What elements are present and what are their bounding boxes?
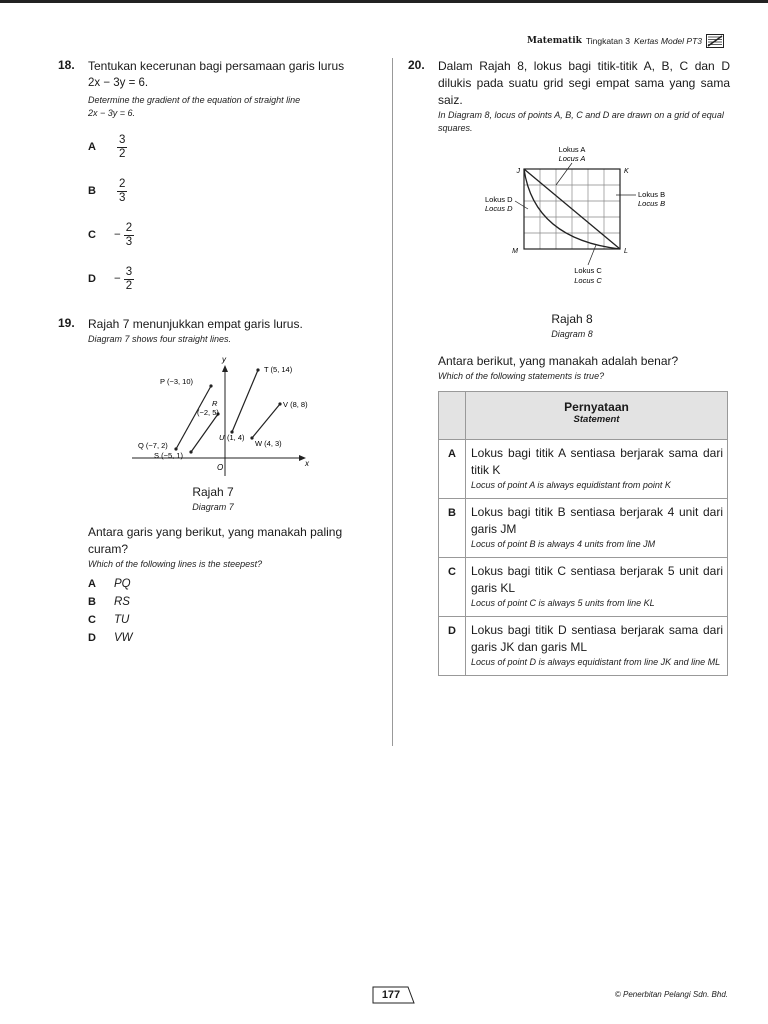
- origin-label: O: [217, 463, 224, 472]
- header-level: Tingkatan 3: [585, 36, 630, 46]
- y-axis-arrow: [222, 365, 228, 372]
- option-value: TU: [114, 614, 130, 626]
- left-column: [58, 58, 380, 647]
- option-c[interactable]: [88, 218, 380, 252]
- page-number: 177: [381, 989, 401, 1001]
- caption-ms: Rajah 7: [192, 485, 234, 499]
- line-tu: [232, 370, 258, 432]
- copyright: © Penerbitan Pelangi Sdn. Bhd.: [614, 990, 728, 999]
- statement-table: [438, 391, 728, 676]
- line-vw: [252, 404, 280, 438]
- diagram-7-lines: [92, 352, 352, 482]
- question-number: 20.: [408, 58, 425, 72]
- header-series: Kertas Model PT3: [633, 36, 702, 46]
- pointer-d: [515, 201, 528, 209]
- diagram-8-caption: [422, 311, 722, 341]
- option-letter: C: [88, 229, 96, 241]
- option-value: RS: [114, 596, 130, 608]
- pointer-c: [588, 245, 596, 265]
- label-r: R: [212, 399, 218, 408]
- label-locus-b: Locus B: [638, 199, 666, 208]
- question-number: 19.: [58, 316, 75, 330]
- table-row-d[interactable]: [439, 617, 728, 676]
- row-letter: B: [439, 499, 466, 558]
- question-prompt-en: Which of the following lines is the steepest?: [88, 559, 263, 569]
- question-equation-en: 2x − 3y = 6.: [88, 108, 136, 118]
- question-prompt-ms: Antara berikut, yang manakah adalah benar?: [438, 354, 679, 368]
- option-b[interactable]: [88, 174, 380, 208]
- option-value: PQ: [114, 578, 131, 590]
- caption-en: Diagram 8: [551, 329, 593, 339]
- vertex-k: K: [624, 168, 629, 175]
- question-text-ms: Dalam Rajah 8, lokus bagi titik-titik A, B, C dan D dilukis pada suatu grid segi empat sama yang sama saiz.: [438, 59, 730, 107]
- header-subject: Matematik: [527, 36, 582, 46]
- column-divider: [392, 58, 393, 746]
- top-border: [0, 0, 768, 3]
- option-c[interactable]: [88, 611, 380, 629]
- question-20: [408, 58, 730, 676]
- label-lokus-a: Lokus A: [558, 145, 586, 154]
- question-text-en: Diagram 7 shows four straight lines.: [88, 334, 232, 344]
- option-value: VW: [114, 632, 133, 644]
- y-axis-label: y: [222, 355, 226, 364]
- x-axis-label: x: [305, 459, 309, 468]
- question-prompt-ms: Antara garis yang berikut, yang manakah paling curam?: [88, 525, 343, 556]
- question-equation: 2x − 3y = 6.: [88, 77, 149, 89]
- point-v: [278, 402, 281, 405]
- label-p: P (−3, 10): [160, 377, 194, 386]
- table-row-a[interactable]: [439, 440, 728, 499]
- point-p: [209, 384, 212, 387]
- option-a[interactable]: [88, 575, 380, 593]
- option-fraction: $\frac{2}{3}$: [119, 177, 126, 204]
- table-header: [439, 392, 728, 440]
- row-text-en: Locus of point C is always 5 units from line KL: [471, 598, 655, 608]
- row-letter: C: [439, 558, 466, 617]
- option-d[interactable]: [88, 629, 380, 647]
- row-text-ms: Lokus bagi titik C sentiasa berjarak 5 unit dari garis KL: [471, 564, 723, 595]
- question-text-en: Determine the gradient of the equation of straight line: [88, 95, 301, 105]
- label-u-coord: (1, 4): [227, 433, 245, 442]
- header-en: Statement: [573, 414, 620, 425]
- vertex-m: M: [512, 248, 518, 255]
- option-letter: D: [88, 273, 96, 285]
- option-fraction: $\frac{3}{2}$: [119, 133, 126, 160]
- label-lokus-d: Lokus D: [485, 195, 513, 204]
- row-text-ms: Lokus bagi titik B sentiasa berjarak 4 unit dari garis JM: [471, 505, 723, 536]
- diagram-8-locus: [438, 145, 698, 295]
- caption-en: Diagram 7: [192, 502, 234, 512]
- caption-ms: Rajah 8: [551, 312, 593, 326]
- option-fraction: $\frac{3}{2}$: [125, 265, 133, 292]
- row-text-en: Locus of point D is always equidistant from line JK and line ML: [471, 657, 721, 667]
- option-letter: A: [88, 578, 96, 590]
- option-b[interactable]: [88, 593, 380, 611]
- line-pq: [176, 386, 211, 449]
- option-letter: C: [88, 614, 96, 626]
- diagram-7-caption: [88, 484, 338, 514]
- question-18: [58, 58, 380, 296]
- label-r-coord: (−2, 5): [197, 408, 219, 417]
- label-q: Q (−7, 2): [138, 441, 168, 450]
- option-d[interactable]: [88, 262, 380, 296]
- label-v: V (8, 8): [283, 400, 308, 409]
- row-text-ms: Lokus bagi titik D sentiasa berjarak sama dari garis JK dan garis ML: [471, 623, 723, 654]
- page-number-tab: [372, 986, 416, 1004]
- label-u: U: [219, 433, 225, 442]
- question-19: [58, 316, 380, 647]
- label-lokus-c: Lokus C: [574, 266, 602, 275]
- table-row-c[interactable]: [439, 558, 728, 617]
- question-text-ms: Tentukan kecerunan bagi persamaan garis lurus: [88, 59, 345, 73]
- label-t: T (5, 14): [264, 365, 293, 374]
- option-letter: D: [88, 632, 96, 644]
- table-row-b[interactable]: [439, 499, 728, 558]
- point-t: [256, 368, 259, 371]
- question-prompt-en: Which of the following statements is true?: [438, 371, 605, 381]
- option-sign: −: [114, 229, 121, 241]
- option-letter: B: [88, 596, 96, 608]
- row-text-ms: Lokus bagi titik A sentiasa berjarak sama dari titik K: [471, 446, 723, 477]
- row-text-en: Locus of point A is always equidistant from point K: [471, 480, 671, 490]
- point-w: [250, 436, 253, 439]
- option-letter: A: [88, 141, 96, 153]
- line-rs: [191, 414, 218, 452]
- right-column: [408, 58, 730, 676]
- row-letter: A: [439, 440, 466, 499]
- label-locus-a: Locus A: [558, 154, 586, 163]
- header-ms: Pernyataan: [564, 400, 629, 414]
- label-w: W (4, 3): [255, 439, 282, 448]
- question-number: 18.: [58, 58, 75, 72]
- row-text-en: Locus of point B is always 4 units from line JM: [471, 539, 656, 549]
- vertex-l: L: [624, 248, 628, 255]
- vertex-j: J: [516, 168, 520, 175]
- question-text-en: In Diagram 8, locus of points A, B, C and D are drawn on a grid of equal squares.: [438, 110, 724, 133]
- running-header: [527, 34, 724, 48]
- book-icon: [706, 34, 724, 48]
- label-locus-d: Locus D: [485, 204, 513, 213]
- label-locus-c: Locus C: [574, 276, 602, 285]
- label-s: S (−5, 1): [154, 451, 183, 460]
- row-letter: D: [439, 617, 466, 676]
- label-lokus-b: Lokus B: [638, 190, 666, 199]
- option-a[interactable]: [88, 130, 380, 164]
- option-letter: B: [88, 185, 96, 197]
- option-sign: −: [114, 273, 121, 285]
- point-s: [189, 450, 192, 453]
- question-text-ms: Rajah 7 menunjukkan empat garis lurus.: [88, 317, 303, 331]
- pointer-a: [556, 163, 572, 185]
- option-fraction: $\frac{2}{3}$: [125, 221, 133, 248]
